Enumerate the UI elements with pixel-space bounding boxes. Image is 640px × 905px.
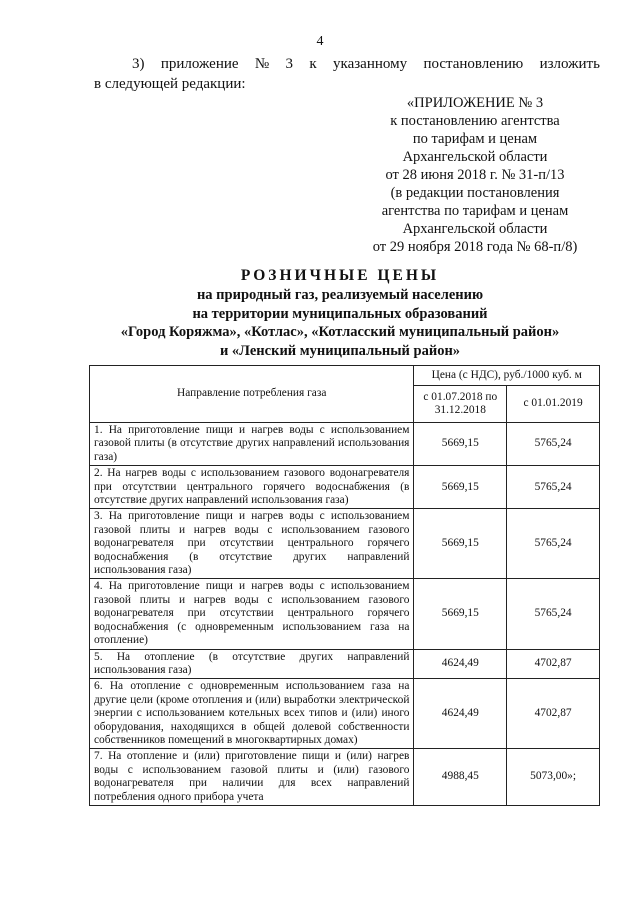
price-period-2: 4702,87 [507, 679, 600, 749]
appendix-line: агентства по тарифам и ценам [381, 203, 569, 219]
price-period-1: 5669,15 [414, 509, 507, 579]
table-row [90, 423, 600, 466]
price-period-1: 5669,15 [414, 423, 507, 466]
title-line: на природный газ, реализуемый населению [196, 287, 484, 303]
table-row [90, 466, 600, 509]
appendix-line: Архангельской области [402, 221, 548, 237]
intro-word: к [309, 56, 317, 72]
title-main: РОЗНИЧНЫЕ ЦЕНЫ [240, 267, 440, 284]
intro-word: № [254, 56, 270, 72]
intro-paragraph [94, 54, 600, 94]
row-description: 5. На отопление (в отсутствие других направлений использования газа) [90, 649, 414, 679]
table-row [90, 749, 600, 806]
table-row [90, 509, 600, 579]
document-title [100, 266, 580, 360]
row-description: 3. На приготовление пищи и нагрев воды с использованием газовой плиты и нагрев воды с использованием газового водонагревателя при отсутствии центрального горячего водоснабжения (в отсутствие других направлений использования газа) [90, 509, 414, 579]
header-price: Цена (с НДС), руб./1000 куб. м [414, 366, 600, 386]
table-header-row [90, 366, 600, 386]
header-period-2: с 01.01.2019 [507, 386, 600, 423]
row-description: 4. На приготовление пищи и нагрев воды с использованием газовой плиты и нагрев воды с использованием газового водонагревателя при отсутствии центрального горячего водоснабжения (с одновременным использованием газа на отопление) [90, 579, 414, 649]
header-period-1: с 01.07.2018 по 31.12.2018 [414, 386, 507, 423]
header-direction: Направление потребления газа [90, 366, 414, 423]
appendix-line: от 28 июня 2018 г. № 31-п/13 [385, 167, 565, 183]
price-period-2: 4702,87 [507, 649, 600, 679]
price-period-2: 5765,24 [507, 509, 600, 579]
row-description: 7. На отопление и (или) приготовление пищи и (или) нагрев воды с использованием газовой плиты и (или) газового водонагревателя при наличии для всех направлений потребления одного прибора учета [90, 749, 414, 806]
price-table [89, 365, 600, 806]
title-line: на территории муниципальных образований [192, 305, 488, 322]
table-row [90, 649, 600, 679]
intro-line-1 [94, 54, 600, 74]
table-row [90, 679, 600, 749]
appendix-line: Архангельской области [402, 149, 548, 165]
appendix-line: к постановлению агентства [390, 113, 560, 129]
appendix-line: от 29 ноября 2018 года № 68-п/8) [372, 239, 578, 255]
title-line: и «Ленский муниципальный район» [219, 342, 461, 359]
price-period-2: 5765,24 [507, 466, 600, 509]
price-period-1: 4624,49 [414, 649, 507, 679]
price-period-2: 5765,24 [507, 579, 600, 649]
price-period-2: 5073,00»; [507, 749, 600, 806]
price-period-2: 5765,24 [507, 423, 600, 466]
appendix-header [355, 94, 595, 256]
intro-word: 3 [285, 56, 294, 72]
page-number: 4 [316, 34, 324, 49]
intro-word: изложить [539, 56, 600, 72]
price-period-1: 4624,49 [414, 679, 507, 749]
row-description: 2. На нагрев воды с использованием газового водонагревателя при отсутствии центрального горячего водоснабжения (в отсутствие других направлений использования газа) [90, 466, 414, 509]
intro-word: постановлению [423, 56, 524, 72]
row-description: 6. На отопление с одновременным использованием газа на другие цели (кроме отопления и (или) выработки электрической энергии с использованием котельных всех типов и (или) иного оборудования, находящихся в общей долевой собственности собственников помещений в многоквартирных домах) [90, 679, 414, 749]
appendix-line: по тарифам и ценам [412, 131, 538, 147]
price-period-1: 4988,45 [414, 749, 507, 806]
appendix-line: «ПРИЛОЖЕНИЕ № 3 [406, 95, 544, 111]
title-line: «Город Коряжма», «Котлас», «Котласский муниципальный район» [120, 324, 560, 340]
intro-word: 3) [132, 56, 145, 72]
price-period-1: 5669,15 [414, 579, 507, 649]
row-description: 1. На приготовление пищи и нагрев воды с использованием газовой плиты (в отсутствие других направлений использования газа) [90, 423, 414, 466]
intro-line-2: в следующей редакции: [94, 76, 246, 92]
table-row [90, 579, 600, 649]
price-period-1: 5669,15 [414, 466, 507, 509]
appendix-line: (в редакции постановления [390, 185, 560, 201]
intro-word: приложение [160, 56, 239, 72]
intro-word: указанному [333, 56, 408, 72]
